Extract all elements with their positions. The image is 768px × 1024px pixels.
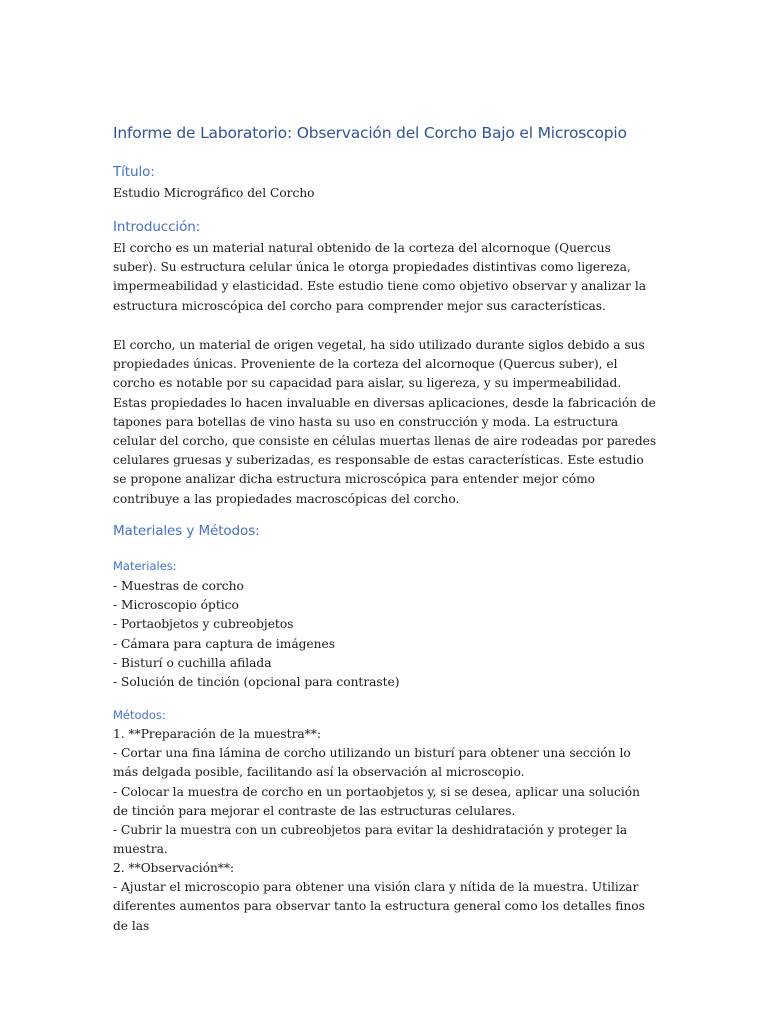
list-item: - Solución de tinción (opcional para contraste)	[113, 675, 400, 690]
list-item: - Bisturí o cuchilla afilada	[113, 655, 272, 670]
document-title: Informe de Laboratorio: Observación del Corcho Bajo el Microscopio	[113, 124, 627, 142]
heading-materiales: Materiales:	[113, 559, 177, 573]
heading-introduccion: Introducción:	[113, 219, 201, 235]
metodos-step-1	[113, 725, 658, 859]
step-1-line-1: - Cortar una fina lámina de corcho utilizando un bisturí para obtener una sección lo más delgada posible, facilitando así la observación al microscopio.	[113, 746, 631, 780]
heading-titulo: Título:	[113, 164, 155, 180]
step-1-line-2: - Colocar la muestra de corcho en un portaobjetos y, si se desea, aplicar una solución de tinción para mejorar el contraste de las estructuras celulares.	[113, 784, 640, 818]
metodos-step-2	[113, 859, 658, 936]
step-1-line-3: - Cubrir la muestra con un cubreobjetos para evitar la deshidratación y proteger la muestra.	[113, 823, 628, 857]
step-2-title: 2. **Observación**:	[113, 861, 235, 875]
step-1-title: 1. **Preparación de la muestra**:	[113, 727, 321, 741]
list-item: - Microscopio óptico	[113, 598, 239, 613]
step-2-line-1: - Ajustar el microscopio para obtener una visión clara y nítida de la muestra. Utilizar diferentes aumentos para observar tanto la estructura general como los detalles finos de las	[113, 880, 645, 933]
intro-paragraph-2: El corcho, un material de origen vegetal, ha sido utilizado durante siglos debido a sus propiedades únicas. Proveniente de la corteza del alcornoque (Quercus suber), el corcho es notable por su capacidad para aislar, su ligereza, y su impermeabilidad. Estas propiedades lo hacen invaluable en diversas aplicaciones, desde la fabricación de tapones para botellas de vino hasta su uso en construcción y moda. La estructura celular del corcho, que consiste en células muertas llenas de aire rodeadas por paredes celulares gruesas y suberizadas, es responsable de estas características. Este estudio se propone analizar dicha estructura microscópica para entender mejor cómo contribuye a las propiedades macroscópicas del corcho.	[113, 338, 657, 506]
list-item: - Cámara para captura de imágenes	[113, 636, 335, 651]
materiales-list	[113, 577, 400, 692]
list-item: - Muestras de corcho	[113, 579, 244, 593]
titulo-text: Estudio Micrográfico del Corcho	[113, 186, 315, 200]
heading-materiales-metodos: Materiales y Métodos:	[113, 523, 260, 539]
list-item: - Portaobjetos y cubreobjetos	[113, 617, 294, 632]
heading-metodos: Métodos:	[113, 708, 166, 722]
intro-paragraph-1: El corcho es un material natural obtenido de la corteza del alcornoque (Quercus suber). Su estructura celular única le otorga propiedades distintivas como ligereza, impermeabilidad y elasticidad. Este estudio tiene como objetivo observar y analizar la estructura microscópica del corcho para comprender mejor sus características.	[113, 241, 647, 313]
